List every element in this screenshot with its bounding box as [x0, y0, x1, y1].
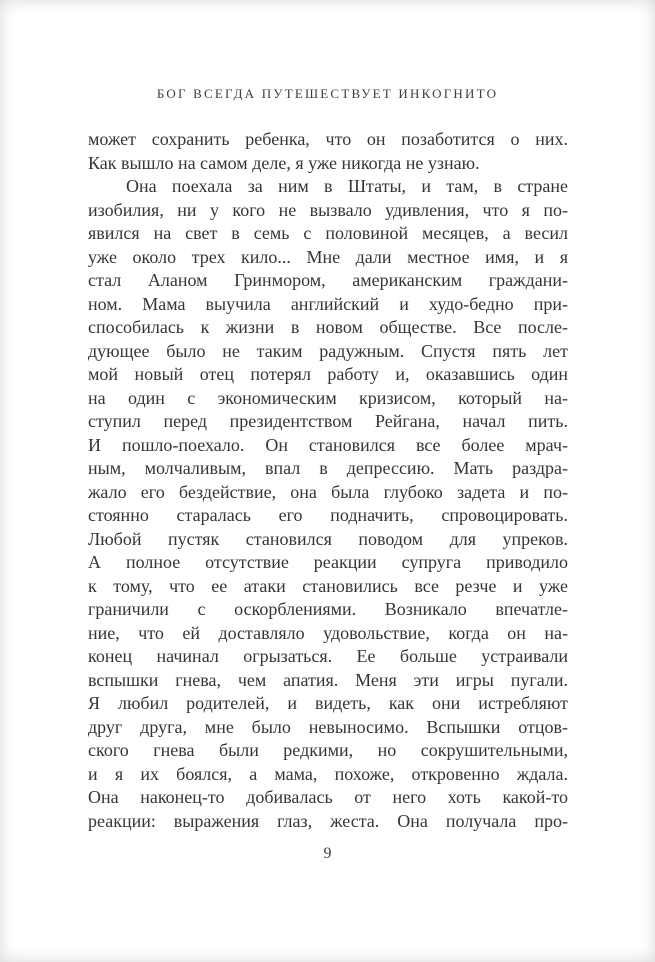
text-line: мой новый отец потерял работу и, оказавшись один — [88, 364, 568, 384]
text-line: граничили с оскорблениями. Возникало впечатле- — [88, 599, 568, 619]
page-body — [88, 128, 568, 833]
text-line: ном. Мама выучила английский и худо-бедно при- — [88, 293, 568, 314]
text-line: ступил перед президентством Рейгана, начал пить. — [88, 411, 568, 431]
text-line: конец начинал огрызаться. Ее больше устраивали — [88, 646, 568, 666]
text-line: явился на свет в семь с половиной месяцев, а весил — [88, 223, 568, 243]
text-line: и я их боялся, а мама, похоже, откровенно ждала. — [88, 763, 568, 784]
text-line: стал Аланом Гринмором, американским граждани- — [88, 270, 568, 290]
text-line: Любой пустяк становился поводом для упреков. — [88, 528, 568, 549]
text-line: может сохранить ребенка, что он позаботится о них. — [88, 129, 568, 149]
running-header: БОГ ВСЕГДА ПУТЕШЕСТВУЕТ ИНКОГНИТО — [156, 86, 499, 101]
text-line: Она поехала за ним в Штаты, и там, в стране — [126, 176, 568, 196]
page-number: 9 — [323, 845, 332, 862]
text-line: реакции: выражения глаз, жеста. Она получала про- — [88, 810, 568, 831]
text-line: Как вышло на самом деле, я уже никогда не узнаю. — [88, 152, 480, 173]
text-line: дующее было не таким радужным. Спустя пять лет — [88, 340, 568, 361]
text-line: способилась к жизни в новом обществе. Все после- — [88, 317, 568, 337]
text-line: А полное отсутствие реакции супруга приводило — [88, 552, 568, 572]
text-line: ние, что ей доставляло удовольствие, когда он на- — [88, 622, 568, 643]
text-line: к тому, что ее атаки становились все резче и уже — [88, 575, 568, 596]
text-line: ным, молчаливым, впал в депрессию. Мать раздра- — [88, 458, 568, 478]
text-line: Я любил родителей, и видеть, как они истребляют — [88, 693, 568, 713]
text-line: друг друга, мне было невыносимо. Вспышки отцов- — [88, 716, 568, 737]
text-line: стоянно старалась его подначить, спровоцировать. — [88, 505, 568, 525]
text-line: вспышки гнева, чем апатия. Меня эти игры пугали. — [88, 669, 568, 690]
text-line: на один с экономическим кризисом, который на- — [88, 387, 568, 408]
text-line: изобилия, ни у кого не вызвало удивления, что я по- — [88, 199, 568, 220]
text-line: И пошло-поехало. Он становился все более мрач- — [88, 434, 568, 455]
text-line: Она наконец-то добивалась от него хоть какой-то — [88, 787, 568, 807]
text-line: ского гнева были редкими, но сокрушительными, — [88, 740, 568, 760]
text-line: уже около трех кило... Мне дали местное имя, и я — [88, 246, 568, 267]
text-line: жало его бездействие, она была глубоко задета и по- — [88, 481, 568, 502]
